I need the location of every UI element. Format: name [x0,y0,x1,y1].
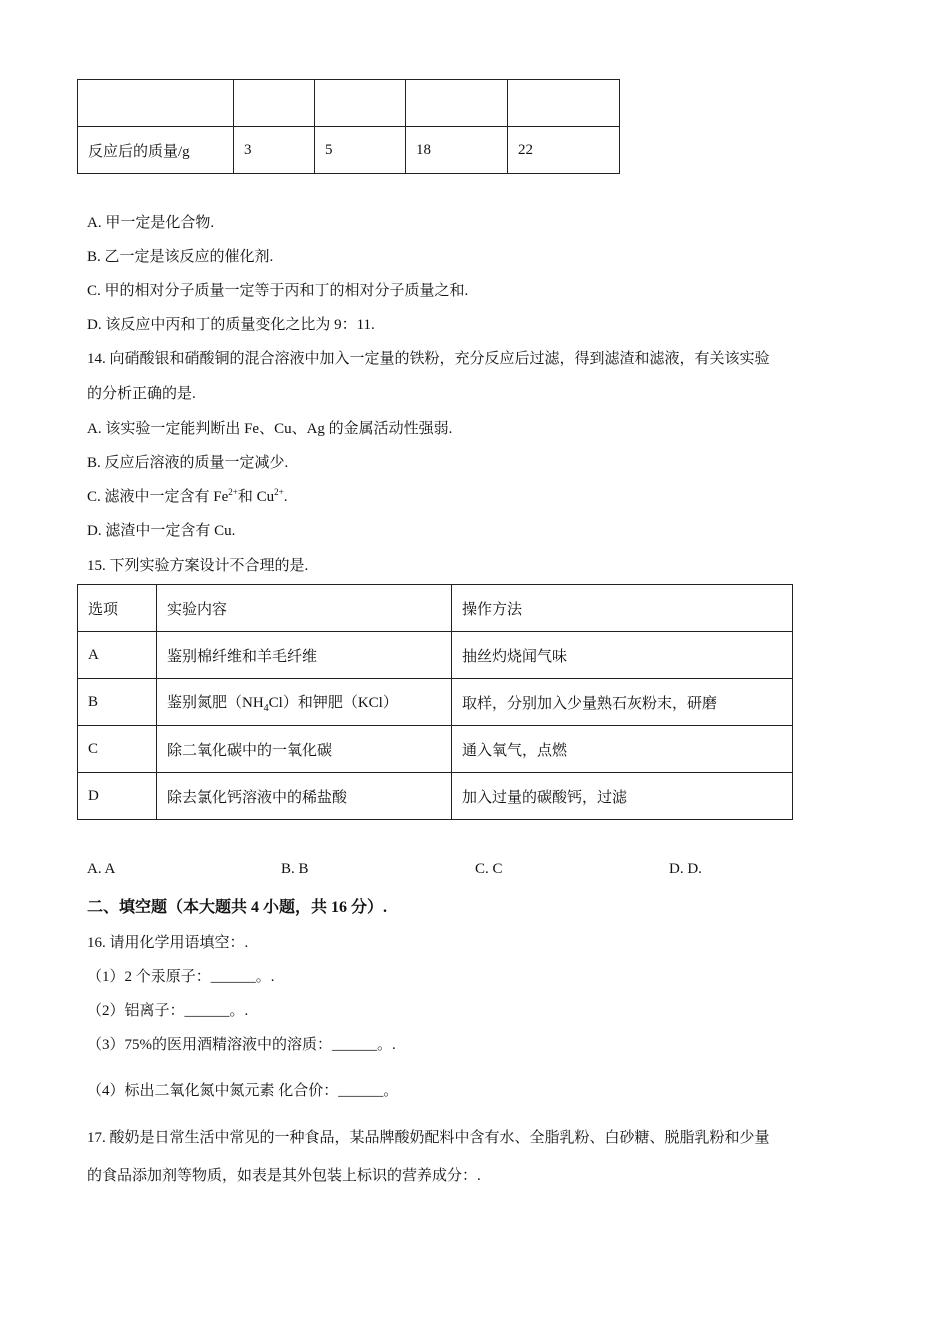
q14-stem-line1: 14. 向硝酸银和硝酸铜的混合溶液中加入一定量的铁粉，充分反应后过滤，得到滤渣和滤液，有关该实验 [87,351,770,367]
q15-answer-a: A. A [87,861,116,877]
table-row [78,679,793,726]
q13-option-c: C. 甲的相对分子质量一定等于丙和丁的相对分子质量之和. [87,283,469,299]
header-method: 操作方法 [452,585,793,632]
q17-stem-line1: 17. 酸奶是日常生活中常见的一种食品，某品牌酸奶配料中含有水、全脂乳粉、白砂糖、脱脂乳粉和少量 [87,1130,770,1146]
q17-stem-line2: 的食品添加剂等物质，如表是其外包装上标识的营养成分：. [87,1168,481,1184]
q16-item-1: （1）2 个汞原子：______。. [87,969,275,985]
header-option: 选项 [78,585,157,632]
table-cell: 5 [315,127,406,174]
q16-item-3: （3）75%的医用酒精溶液中的溶质：______。. [87,1037,396,1053]
table-row-label: 反应后的质量/g [78,127,234,174]
q13-option-d: D. 该反应中丙和丁的质量变化之比为 9：11. [87,317,375,333]
table-row [78,632,793,679]
q16-stem: 16. 请用化学用语填空：. [87,935,249,951]
row-option: A [78,632,157,679]
section-heading: 二、填空题（本大题共 4 小题，共 16 分）. [87,899,388,916]
row-method: 取样，分别加入少量熟石灰粉末，研磨 [452,679,793,726]
table-row [78,773,793,820]
q13-option-a: A. 甲一定是化合物. [87,215,215,231]
q14-option-d: D. 滤渣中一定含有 Cu. [87,523,236,539]
row-option: D [78,773,157,820]
q14-option-c: C. 滤液中一定含有 $Fe^{2+}$和 $Cu^{2+}$. [87,487,288,505]
experiment-table [77,584,793,820]
row-method: 抽丝灼烧闻气味 [452,632,793,679]
row-method: 通入氧气，点燃 [452,726,793,773]
q15-answer-b: B. B [281,861,309,877]
table-cell: 3 [234,127,315,174]
q14-option-a: A. 该实验一定能判断出 Fe、Cu、Ag 的金属活动性强弱. [87,421,453,437]
row-content: 除去氯化钙溶液中的稀盐酸 [157,773,452,820]
row-content: 鉴别棉纤维和羊毛纤维 [157,632,452,679]
row-content: 除二氧化碳中的一氧化碳 [157,726,452,773]
table-cell: 22 [508,127,620,174]
q15-stem: 15. 下列实验方案设计不合理的是. [87,558,309,574]
q14-option-b: B. 反应后溶液的质量一定减少. [87,455,289,471]
header-content: 实验内容 [157,585,452,632]
q16-item-4: （4）标出二氧化氮中氮元素 化合价：______。 [87,1083,399,1099]
row-method: 加入过量的碳酸钙，过滤 [452,773,793,820]
row-option: B [78,679,157,726]
q14-stem-line2: 的分析正确的是. [87,386,196,402]
table-cell [508,80,620,127]
mass-table [77,79,620,174]
row-content: 鉴别氮肥$(NH_4Cl)$和钾肥（KCl） [157,679,452,726]
q13-option-b: B. 乙一定是该反应的催化剂. [87,249,274,265]
table-row [78,726,793,773]
table-header-row [78,585,793,632]
table-cell [406,80,508,127]
table-cell: 18 [406,127,508,174]
row-option: C [78,726,157,773]
table-cell [234,80,315,127]
q16-item-2: （2）铝离子：______。. [87,1003,249,1019]
table-cell [315,80,406,127]
table-cell [78,80,234,127]
q15-answer-c: C. C [475,861,503,877]
q15-answer-d: D. D. [669,861,702,877]
